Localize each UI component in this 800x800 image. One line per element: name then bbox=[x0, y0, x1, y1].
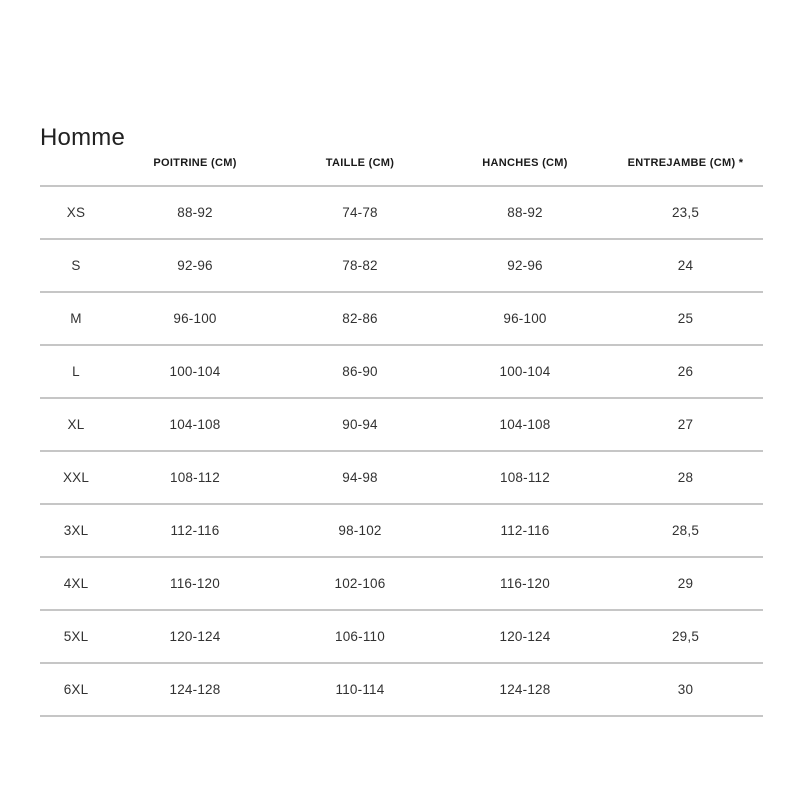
size-cell: XS bbox=[66, 205, 86, 220]
size-cell: XXL bbox=[62, 470, 90, 485]
poitrine-cell: 116-120 bbox=[170, 576, 220, 591]
hanches-cell: 116-120 bbox=[500, 576, 550, 591]
size-cell: L bbox=[72, 364, 80, 379]
section-title: Homme bbox=[40, 124, 126, 151]
taille-cell: 98-102 bbox=[338, 523, 382, 538]
poitrine-cell: 96-100 bbox=[173, 311, 217, 326]
taille-cell: 82-86 bbox=[342, 311, 378, 326]
hanches-cell: 108-112 bbox=[500, 470, 550, 485]
table-row bbox=[40, 504, 763, 557]
table-row bbox=[40, 345, 763, 398]
taille-cell: 110-114 bbox=[335, 682, 385, 697]
entrejambe-cell: 27 bbox=[677, 417, 694, 432]
taille-cell: 106-110 bbox=[335, 629, 385, 644]
size-cell: 6XL bbox=[63, 682, 89, 697]
entrejambe-cell: 30 bbox=[677, 682, 694, 697]
entrejambe-cell: 28 bbox=[677, 470, 694, 485]
size-cell: M bbox=[70, 311, 82, 326]
table-row bbox=[40, 663, 763, 716]
entrejambe-cell: 29 bbox=[677, 576, 694, 591]
taille-cell: 90-94 bbox=[342, 417, 378, 432]
table-row bbox=[40, 398, 763, 451]
column-header-poitrine: POITRINE (CM) bbox=[153, 157, 237, 169]
poitrine-cell: 92-96 bbox=[177, 258, 213, 273]
taille-cell: 86-90 bbox=[342, 364, 378, 379]
hanches-cell: 112-116 bbox=[500, 523, 550, 538]
hanches-cell: 104-108 bbox=[499, 417, 551, 432]
entrejambe-cell: 28,5 bbox=[671, 523, 700, 538]
size-cell: 4XL bbox=[63, 576, 89, 591]
entrejambe-cell: 23,5 bbox=[671, 205, 700, 220]
size-cell: S bbox=[71, 258, 81, 273]
poitrine-cell: 124-128 bbox=[169, 682, 221, 697]
taille-cell: 74-78 bbox=[342, 205, 378, 220]
entrejambe-cell: 24 bbox=[677, 258, 694, 273]
table-row bbox=[40, 292, 763, 345]
table-row bbox=[40, 610, 763, 663]
hanches-cell: 92-96 bbox=[507, 258, 543, 273]
hanches-cell: 124-128 bbox=[499, 682, 551, 697]
column-header-size bbox=[40, 152, 112, 186]
size-guide-section bbox=[40, 124, 763, 717]
taille-cell: 78-82 bbox=[342, 258, 378, 273]
poitrine-cell: 120-124 bbox=[169, 629, 221, 644]
hanches-cell: 120-124 bbox=[499, 629, 551, 644]
entrejambe-cell: 25 bbox=[677, 311, 694, 326]
table-row bbox=[40, 451, 763, 504]
column-header-taille: TAILLE (CM) bbox=[325, 157, 395, 169]
hanches-cell: 100-104 bbox=[499, 364, 551, 379]
table-row bbox=[40, 557, 763, 610]
size-cell: 5XL bbox=[63, 629, 89, 644]
mens-size-table bbox=[40, 152, 763, 717]
table-row bbox=[40, 186, 763, 239]
poitrine-cell: 88-92 bbox=[177, 205, 213, 220]
poitrine-cell: 100-104 bbox=[169, 364, 221, 379]
size-cell: XL bbox=[67, 417, 85, 432]
header-row bbox=[40, 152, 763, 186]
poitrine-cell: 104-108 bbox=[169, 417, 221, 432]
column-header-hanches: HANCHES (CM) bbox=[482, 157, 568, 169]
table-row bbox=[40, 239, 763, 292]
size-cell: 3XL bbox=[63, 523, 89, 538]
taille-cell: 102-106 bbox=[334, 576, 386, 591]
hanches-cell: 96-100 bbox=[503, 311, 547, 326]
poitrine-cell: 112-116 bbox=[170, 523, 220, 538]
poitrine-cell: 108-112 bbox=[170, 470, 220, 485]
column-header-entrejambe: ENTREJAMBE (CM) * bbox=[627, 157, 744, 169]
taille-cell: 94-98 bbox=[342, 470, 378, 485]
size-table-header bbox=[40, 152, 763, 186]
entrejambe-cell: 29,5 bbox=[671, 629, 700, 644]
size-table-body bbox=[40, 186, 763, 716]
entrejambe-cell: 26 bbox=[677, 364, 694, 379]
hanches-cell: 88-92 bbox=[507, 205, 543, 220]
